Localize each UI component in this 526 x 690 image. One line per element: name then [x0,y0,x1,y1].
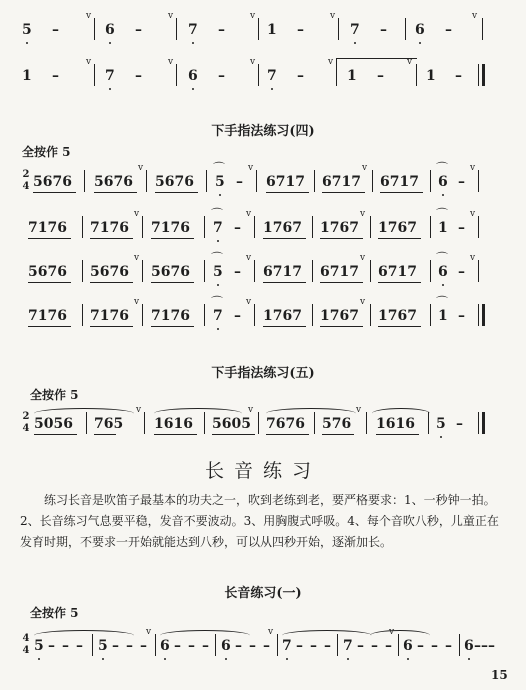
breath-mark: v [268,627,274,637]
eighth-beam [380,192,423,193]
bar-line [254,216,255,238]
eighth-beam [320,238,363,239]
eighth-beam [94,434,116,435]
dash: – [188,638,195,654]
dash: – [458,174,465,190]
bar-line [206,170,207,192]
note-group: 5676 [90,264,129,280]
note-group: 1616 [154,416,193,432]
dash: – [458,220,465,236]
note-group: 7676 [266,416,305,432]
notation-row-3 [0,161,526,196]
bar-line [82,260,83,282]
eighth-beam [90,282,133,283]
final-bar-line [482,412,485,434]
breath-mark: v [168,11,174,21]
low-octave-dot [192,88,194,90]
note: 6 [221,638,231,654]
note: 1 [267,22,277,38]
fermata: ⌒ [211,207,224,221]
note: 7 [350,22,360,38]
eighth-beam [151,282,194,283]
low-octave-dot [219,194,221,196]
dash: – [234,220,241,236]
breath-mark: v [250,11,256,21]
bar-line [478,412,479,434]
notation-row-1 [0,11,526,44]
bar-line [144,412,145,434]
bar-line [254,304,255,326]
note: 1 [426,68,436,84]
note: 5 [215,174,225,190]
eighth-beam [378,326,421,327]
bar-line [430,170,431,192]
bar-line [430,216,431,238]
note-group: 7176 [28,308,67,324]
notation-row-5 [0,251,526,286]
breath-mark: v [246,297,252,307]
note-group: 7176 [151,308,190,324]
notation-row-6 [0,295,526,330]
low-octave-dot [347,658,349,660]
bar-line [204,260,205,282]
bar-line [482,18,483,40]
breath-mark: v [146,627,152,637]
dash: – [431,638,438,654]
breath-mark: v [136,405,142,415]
note-group: 1767 [263,308,302,324]
dash: – [249,638,256,654]
dash: – [263,638,270,654]
low-octave-dot [109,88,111,90]
bar-line [366,412,367,434]
note: 7 [213,308,223,324]
bar-line [86,412,87,434]
bar-line [370,304,371,326]
bar-line [258,412,259,434]
dash: – [202,638,209,654]
breath-mark: v [246,209,252,219]
note-group: 1767 [320,220,359,236]
note: 1 [22,68,32,84]
bar-line [258,64,259,86]
eighth-beam [266,192,309,193]
bar-line [94,18,95,40]
notation-row-2 [0,57,526,90]
bar-line [254,260,255,282]
dash: – [380,22,387,38]
eighth-beam [212,434,255,435]
note-group: 5056 [34,416,73,432]
eighth-beam [90,326,133,327]
breath-mark: v [407,57,413,67]
eighth-beam [322,434,354,435]
breath-mark: v [360,297,366,307]
dash: – [417,638,424,654]
notation-row-4 [0,207,526,242]
eighth-beam [263,326,306,327]
notation-row-8 [0,627,526,660]
note: 6 [105,22,115,38]
dash: – [455,68,462,84]
bar-line [478,64,479,86]
intro-paragraph: 练习长音是吹笛子最基本的功夫之一，吹到老练到老，要严格要求：1、一秒钟一拍。2、长音练习气息要平稳，发音不要波动。3、用胸腹式呼吸。4、每个音吹八秒，儿童正在发育时期，不要求一开始就能达到八秒，可以从四秒开始，逐渐加长。 [20,493,499,549]
note: 7 [343,638,353,654]
eighth-beam [154,434,197,435]
bar-line [215,634,216,656]
note: 5 [98,638,108,654]
note: 7 [188,22,198,38]
dash: – [296,638,303,654]
bar-line [478,216,479,238]
note: 6 [160,638,170,654]
dash: – [445,22,452,38]
note: 5 [213,264,223,280]
dash: – [234,264,241,280]
eighth-beam [378,238,421,239]
dash: – [236,174,243,190]
time-signature-bottom: 4 [22,181,30,192]
dash: – [76,638,83,654]
note-group: 5676 [155,174,194,190]
note: 6 [403,638,413,654]
bar-line [204,216,205,238]
note-group: 576 [322,416,352,432]
note: 7 [213,220,223,236]
note-group: 1767 [378,308,417,324]
dash: – [235,638,242,654]
breath-mark: v [134,209,140,219]
bar-line [82,304,83,326]
low-octave-dot [109,42,111,44]
note-group: 5605 [212,416,251,432]
note: 6 [438,264,448,280]
bar-line [142,304,143,326]
fermata: ⌒ [436,207,449,221]
note: 7 [267,68,277,84]
eighth-beam [34,434,77,435]
bar-line [405,18,406,40]
eighth-beam [376,434,419,435]
bar-line [478,260,479,282]
final-bar-line [482,304,485,326]
low-octave-dot [468,658,470,660]
eighth-beam [28,326,71,327]
dash: – [297,68,304,84]
note: 5 [34,638,44,654]
eighth-beam [320,282,363,283]
note: 6 [464,638,474,654]
low-octave-dot [217,284,219,286]
low-octave-dot [217,240,219,242]
note-group: 1616 [376,416,415,432]
note-group: 1767 [263,220,302,236]
low-octave-dot [225,658,227,660]
breath-mark: v [246,253,252,263]
eighth-beam [266,434,309,435]
breath-mark: v [134,253,140,263]
note-group: 7176 [28,220,67,236]
bar-line [176,64,177,86]
time-signature-top: 4 [22,633,30,644]
note-group: 6717 [378,264,417,280]
bar-line [312,260,313,282]
page-number: 15 [491,668,508,682]
low-octave-dot [26,42,28,44]
dash: – [126,638,133,654]
dash: – [297,22,304,38]
breath-mark: v [168,57,174,67]
fermata: ⌒ [436,295,449,309]
dash: – [445,638,452,654]
note: 7 [282,638,292,654]
dash: – [112,638,119,654]
dash: – [48,638,55,654]
eighth-beam [28,238,71,239]
breath-mark: v [86,11,92,21]
dash: – [377,68,384,84]
bar-line [338,18,339,40]
eighth-beam [155,192,198,193]
breath-mark: v [470,209,476,219]
eighth-beam [94,192,137,193]
final-bar-line [482,64,485,86]
note: 1 [438,220,448,236]
breath-mark: v [360,209,366,219]
bar-line [258,18,259,40]
eighth-beam [378,282,421,283]
breath-mark: v [328,57,334,67]
dash: – [310,638,317,654]
bar-line [155,634,156,656]
bar-line [428,412,429,434]
fermata: ⌒ [213,161,226,175]
bar-line [312,304,313,326]
dash: – [218,68,225,84]
note-group: 5676 [94,174,133,190]
dash: – [324,638,331,654]
bar-line [372,170,373,192]
low-octave-dot [271,88,273,90]
exercise-5-title: 下手指法练习(五) [211,366,315,381]
low-octave-dot [354,42,356,44]
dash: – [481,638,488,654]
time-signature-top: 2 [22,411,30,422]
dash: – [357,638,364,654]
note-group: 5676 [28,264,67,280]
dash: – [371,638,378,654]
time-signature-top: 2 [22,169,30,180]
bar-line [314,170,315,192]
low-octave-dot [217,328,219,330]
dash: – [474,638,481,654]
note-group: 1767 [320,308,359,324]
note-group: 7176 [90,308,129,324]
note-group: 6717 [263,264,302,280]
dash: – [234,308,241,324]
note-group: 1767 [378,220,417,236]
eighth-beam [263,238,306,239]
fingering-label: 全按作 5 [22,145,71,159]
bar-line [142,260,143,282]
breath-mark: v [389,627,395,637]
note-group: 5676 [151,264,190,280]
dash: – [488,638,495,654]
bar-line [277,634,278,656]
eighth-beam [33,192,76,193]
note-group: 765 [94,416,124,432]
note-group: 5676 [33,174,72,190]
fermata: ⌒ [211,251,224,265]
dash: – [174,638,181,654]
note-group: 6717 [322,174,361,190]
dash: – [62,638,69,654]
time-signature-bottom: 4 [22,645,30,656]
long-tone-1-title: 长音练习(一) [224,586,302,601]
bar-line [256,170,257,192]
dash: – [458,264,465,280]
eighth-beam [151,326,194,327]
note: 7 [105,68,115,84]
note-group: 7176 [90,220,129,236]
eighth-beam [28,282,71,283]
notation-row-7 [0,405,526,438]
low-octave-dot [38,658,40,660]
breath-mark: v [472,11,478,21]
fingering-label: 全按作 5 [30,388,79,402]
bar-line [204,304,205,326]
breath-mark: v [86,57,92,67]
bar-line [430,304,431,326]
dash: – [52,68,59,84]
bar-line [84,170,85,192]
bar-line [146,170,147,192]
bar-line [142,216,143,238]
low-octave-dot [286,658,288,660]
fermata: ⌒ [436,251,449,265]
eighth-beam [151,238,194,239]
low-octave-dot [440,436,442,438]
bar-line [459,634,460,656]
note-group: 6717 [320,264,359,280]
time-signature-bottom: 4 [22,423,30,434]
note-group: 6717 [266,174,305,190]
fermata: ⌒ [436,161,449,175]
low-octave-dot [102,658,104,660]
dash: – [140,638,147,654]
dash: – [458,308,465,324]
breath-mark: v [248,163,254,173]
note: 6 [438,174,448,190]
bar-line [370,260,371,282]
low-octave-dot [407,658,409,660]
breath-mark: v [362,163,368,173]
exercise-4-title: 下手指法练习(四) [211,124,315,139]
bar-line [370,216,371,238]
note: 6 [188,68,198,84]
eighth-beam [90,238,133,239]
eighth-beam [263,282,306,283]
bar-line [176,18,177,40]
bar-line [337,634,338,656]
note: 1 [438,308,448,324]
low-octave-dot [192,42,194,44]
breath-mark: v [134,297,140,307]
low-octave-dot [442,194,444,196]
eighth-beam [322,192,365,193]
breath-mark: v [470,253,476,263]
fermata: ⌒ [211,295,224,309]
note-group: 7176 [151,220,190,236]
note: 5 [436,416,446,432]
bar-line [312,216,313,238]
eighth-beam [320,326,363,327]
note: 6 [415,22,425,38]
dash: – [456,416,463,432]
dash: – [218,22,225,38]
bar-line [92,634,93,656]
bar-line [82,216,83,238]
bar-line [94,64,95,86]
note-group: 6717 [380,174,419,190]
bar-line [204,412,205,434]
bar-line [478,304,479,326]
breath-mark: v [250,57,256,67]
note: 1 [347,68,357,84]
breath-mark: v [248,405,254,415]
breath-mark: v [470,163,476,173]
bar-line [416,64,417,86]
bar-line [314,412,315,434]
dash: – [135,68,142,84]
long-tone-title: 长音练习 [204,460,321,482]
breath-mark: v [330,11,336,21]
low-octave-dot [419,42,421,44]
breath-mark: v [356,405,362,415]
fingering-label: 全按作 5 [30,606,79,620]
low-octave-dot [164,658,166,660]
breath-mark: v [360,253,366,263]
bar-line [430,260,431,282]
bar-line [478,170,479,192]
dash: – [135,22,142,38]
breath-mark: v [138,163,144,173]
dash: – [385,638,392,654]
low-octave-dot [442,284,444,286]
note: 5 [22,22,32,38]
dash: – [52,22,59,38]
